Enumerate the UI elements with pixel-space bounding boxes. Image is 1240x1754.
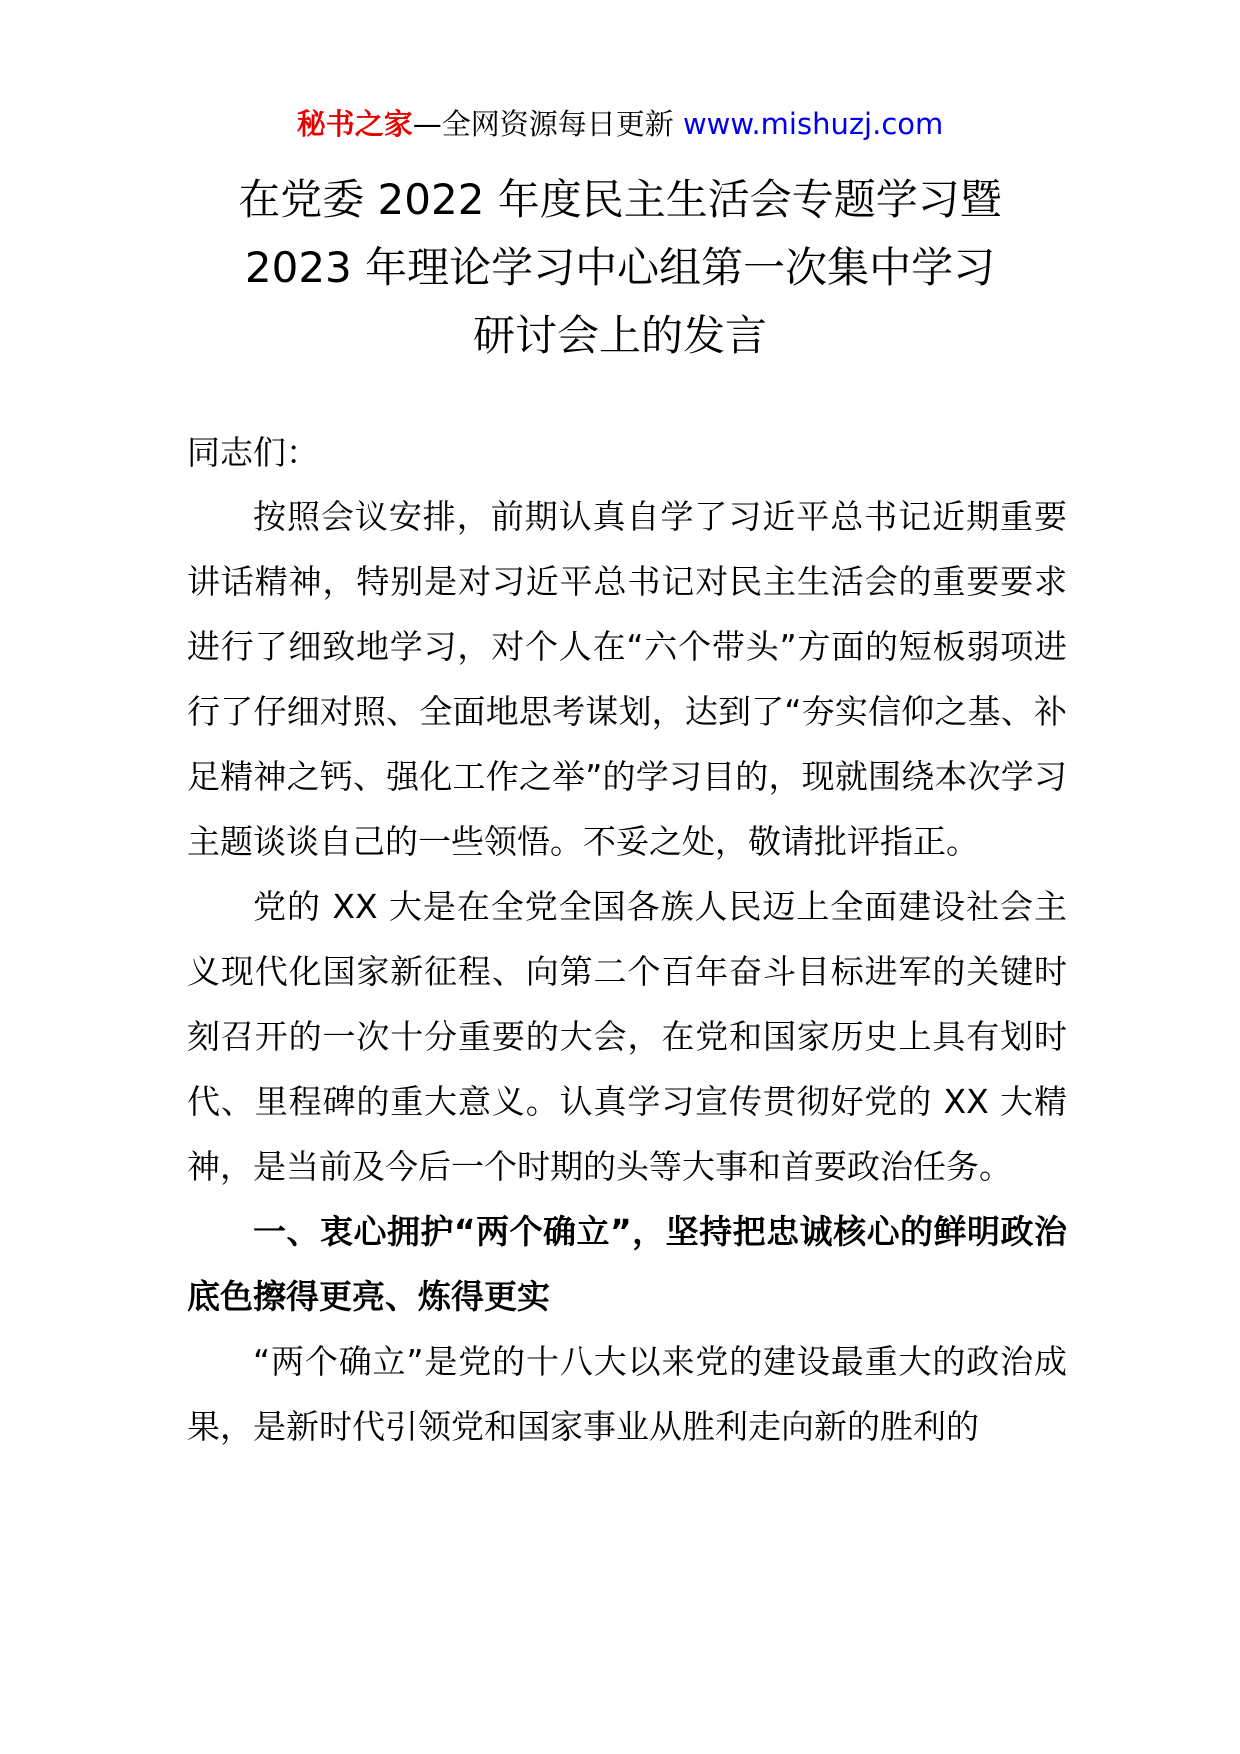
title-line-1: 在党委 2022 年度民主生活会专题学习暨 <box>238 175 1002 224</box>
title-line-2: 2023 年理论学习中心组第一次集中学习 <box>244 243 996 292</box>
section-heading-1: 一、衷心拥护“两个确立”，坚持把忠诚核心的鲜明政治底色擦得更亮、炼得更实 <box>187 1212 1067 1316</box>
document-title <box>120 166 1120 370</box>
title-line-3: 研讨会上的发言 <box>472 311 767 360</box>
site-header <box>0 104 1240 144</box>
document-body <box>187 420 1067 1459</box>
paragraph-congress: 党的 XX 大是在全党全国各族人民迈上全面建设社会主义现代化国家新征程、向第二个百年奋斗目标进军的关键时刻召开的一次十分重要的大会，在党和国家历史上具有划时代、里程碑的重大意义。认真学习宣传贯彻好党的 XX 大精神，是当前及今后一个时期的头等大事和首要政治任务。 <box>187 887 1067 1186</box>
site-tagline: —全网资源每日更新 <box>412 107 683 141</box>
site-brand: 秘书之家 <box>296 107 413 141</box>
salutation: 同志们： <box>187 433 319 472</box>
site-url-link[interactable]: www.mishuzj.com <box>682 107 944 141</box>
paragraph-intro: 按照会议安排，前期认真自学了习近平总书记近期重要讲话精神，特别是对习近平总书记对民主生活会的重要要求进行了细致地学习，对个人在“六个带头”方面的短板弱项进行了仔细对照、全面地思考谋划，达到了“夯实信仰之基、补足精神之钙、强化工作之举”的学习目的，现就围绕本次学习主题谈谈自己的一些领悟。不妥之处，敬请批评指正。 <box>187 497 1067 861</box>
paragraph-two-establishments: “两个确立”是党的十八大以来党的建设最重大的政治成果，是新时代引领党和国家事业从胜利走向新的胜利的 <box>187 1342 1067 1446</box>
